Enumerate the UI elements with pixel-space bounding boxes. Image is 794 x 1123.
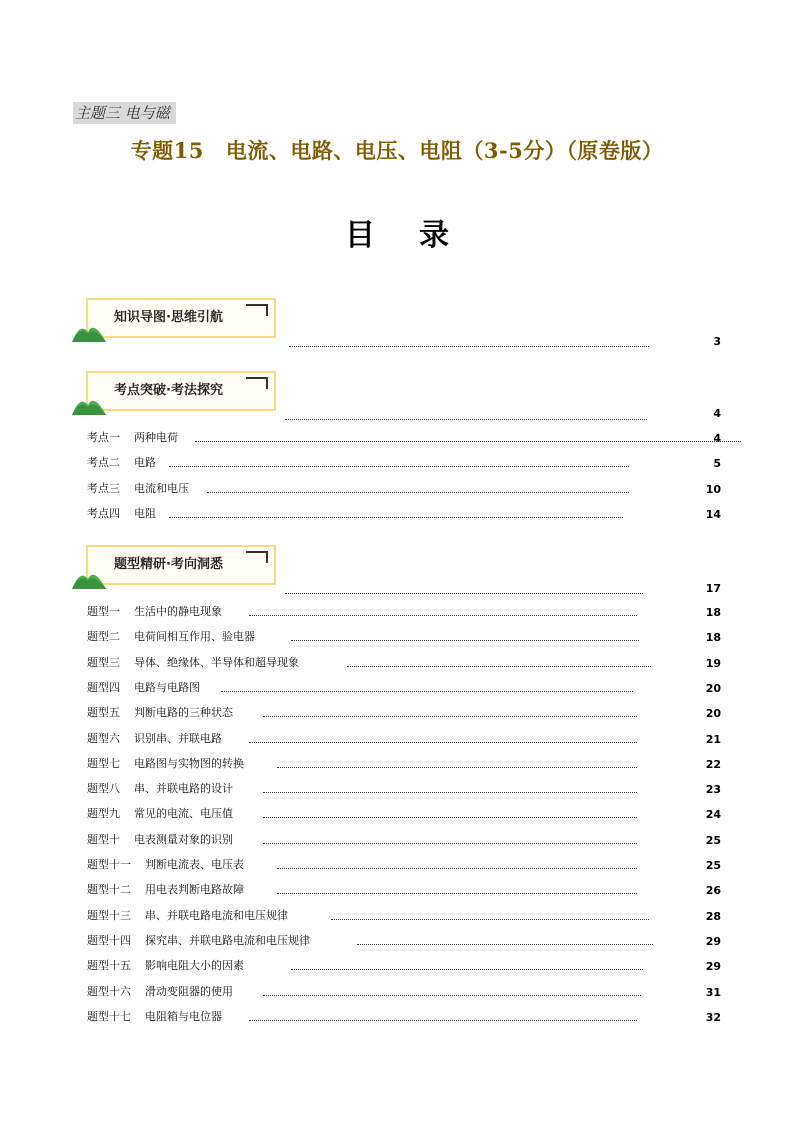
banner-corner-mark-v [266, 551, 268, 563]
toc-entry-tixing-16[interactable] [87, 984, 233, 1000]
hill-icon [72, 565, 106, 589]
toc-entry-tixing-15[interactable] [87, 958, 244, 974]
dot-leader [289, 346, 649, 347]
entry-title: 导体、绝缘体、半导体和超导现象 [134, 656, 299, 669]
section-leader-tixing [285, 581, 643, 597]
entry-page[interactable]: 26 [705, 884, 721, 897]
dot-leader [249, 615, 637, 616]
section-page-tixing[interactable]: 17 [705, 582, 721, 595]
entry-title: 常见的电流、电压值 [134, 807, 233, 820]
dot-leader [249, 742, 637, 743]
entry-key: 题型六 [87, 732, 120, 745]
dot-leader [195, 441, 741, 442]
toc-heading-char-2: 录 [419, 218, 449, 253]
toc-entry-tixing-5[interactable] [87, 705, 233, 721]
entry-page[interactable]: 28 [705, 910, 721, 923]
entry-page[interactable]: 4 [713, 432, 721, 445]
entry-title: 串、并联电路的设计 [134, 782, 233, 795]
entry-page[interactable]: 10 [705, 483, 721, 496]
entry-title: 电路图与实物图的转换 [134, 757, 244, 770]
toc-entry-kaodian-1[interactable] [87, 430, 178, 446]
toc-entry-kaodian-4[interactable] [87, 506, 156, 522]
entry-page[interactable]: 22 [705, 758, 721, 771]
dot-leader [285, 419, 647, 420]
toc-entry-tixing-8[interactable] [87, 781, 233, 797]
entry-title: 判断电路的三种状态 [134, 706, 233, 719]
toc-entry-tixing-11[interactable] [87, 857, 244, 873]
toc-entry-tixing-13[interactable] [87, 908, 288, 924]
toc-entry-tixing-14[interactable] [87, 933, 310, 949]
dot-leader [249, 1020, 637, 1021]
entry-key: 题型七 [87, 757, 120, 770]
entry-key: 题型十一 [87, 858, 131, 871]
toc-entry-tixing-1[interactable] [87, 604, 222, 620]
entry-key: 题型十三 [87, 909, 131, 922]
entry-title: 生活中的静电现象 [134, 605, 222, 618]
dot-leader [331, 919, 649, 920]
entry-title: 探究串、并联电路电流和电压规律 [145, 934, 310, 947]
dot-leader [347, 666, 651, 667]
toc-entry-tixing-7[interactable] [87, 756, 244, 772]
entry-title: 电路 [134, 456, 156, 469]
dot-leader [277, 868, 637, 869]
dot-leader [221, 691, 633, 692]
entry-title: 串、并联电路电流和电压规律 [145, 909, 288, 922]
entry-page[interactable]: 31 [705, 986, 721, 999]
dot-leader [263, 995, 641, 996]
entry-title: 电阻箱与电位器 [145, 1010, 222, 1023]
section-label: 题型精研·考向洞悉 [114, 557, 223, 572]
title-part2: 电流、电路、电压、电阻（3-5分） [225, 138, 567, 163]
entry-key: 题型八 [87, 782, 120, 795]
entry-title: 电表测量对象的识别 [134, 833, 233, 846]
entry-page[interactable]: 29 [705, 935, 721, 948]
dot-leader [291, 640, 639, 641]
section-page-knowledge-map[interactable]: 3 [713, 335, 721, 348]
section-label: 考点突破·考法探究 [114, 383, 223, 398]
entry-page[interactable]: 29 [705, 960, 721, 973]
toc-heading-char-1: 目 [345, 218, 375, 253]
entry-key: 题型十 [87, 833, 120, 846]
banner-corner-mark-v [266, 377, 268, 389]
dot-leader [291, 969, 643, 970]
entry-title: 电阻 [134, 507, 156, 520]
entry-page[interactable]: 32 [705, 1011, 721, 1024]
theme-tag: 主题三 电与磁 [73, 102, 176, 124]
toc-entry-tixing-4[interactable] [87, 680, 200, 696]
banner-corner-mark-v [266, 304, 268, 316]
banner-corner-mark [246, 304, 268, 306]
section-label: 知识导图·思维引航 [114, 310, 223, 325]
entry-title: 电荷间相互作用、验电器 [134, 630, 255, 643]
entry-key: 题型十七 [87, 1010, 131, 1023]
section-leader-kaodian [285, 407, 647, 423]
entry-page[interactable]: 25 [705, 834, 721, 847]
dot-leader [169, 517, 623, 518]
entry-page[interactable]: 24 [705, 808, 721, 821]
entry-key: 考点四 [87, 507, 120, 520]
entry-key: 题型三 [87, 656, 120, 669]
toc-entry-tixing-10[interactable] [87, 832, 233, 848]
toc-heading [0, 210, 794, 254]
entry-page[interactable]: 14 [705, 508, 721, 521]
entry-title: 电路与电路图 [134, 681, 200, 694]
entry-page[interactable]: 19 [705, 657, 721, 670]
toc-entry-tixing-2[interactable] [87, 629, 255, 645]
entry-key: 题型十二 [87, 883, 131, 896]
dot-leader [263, 843, 637, 844]
toc-entry-kaodian-3[interactable] [87, 481, 189, 497]
banner-corner-mark [246, 377, 268, 379]
entry-page[interactable]: 20 [705, 707, 721, 720]
entry-key: 题型九 [87, 807, 120, 820]
entry-page[interactable]: 5 [713, 457, 721, 470]
dot-leader [357, 944, 653, 945]
toc-entry-tixing-6[interactable] [87, 731, 222, 747]
entry-page[interactable]: 18 [705, 631, 721, 644]
toc-entry-kaodian-2[interactable] [87, 455, 156, 471]
entry-title: 滑动变阻器的使用 [145, 985, 233, 998]
document-title [0, 135, 794, 165]
toc-entry-tixing-12[interactable] [87, 882, 244, 898]
entry-page[interactable]: 21 [705, 733, 721, 746]
dot-leader [285, 593, 643, 594]
entry-title: 影响电阻大小的因素 [145, 959, 244, 972]
entry-page[interactable]: 23 [705, 783, 721, 796]
section-banner-kaodian[interactable] [80, 371, 276, 411]
entry-page[interactable]: 20 [705, 682, 721, 695]
dot-leader [263, 716, 637, 717]
entry-title: 判断电流表、电压表 [145, 858, 244, 871]
section-banner-tixing[interactable] [80, 545, 276, 585]
entry-page[interactable]: 18 [705, 606, 721, 619]
dot-leader [277, 767, 637, 768]
title-part3: （原卷版） [566, 138, 664, 163]
entry-key: 题型十四 [87, 934, 131, 947]
entry-title: 识别串、并联电路 [134, 732, 222, 745]
dot-leader [263, 792, 637, 793]
dot-leader [169, 466, 629, 467]
entry-key: 题型五 [87, 706, 120, 719]
toc-entry-tixing-3[interactable] [87, 655, 299, 671]
section-banner-knowledge-map[interactable] [80, 298, 276, 338]
entry-title: 两种电荷 [134, 431, 178, 444]
entry-key: 题型十五 [87, 959, 131, 972]
hill-icon [72, 391, 106, 415]
toc-entry-tixing-9[interactable] [87, 806, 233, 822]
dot-leader [277, 893, 637, 894]
entry-key: 题型四 [87, 681, 120, 694]
entry-key: 题型一 [87, 605, 120, 618]
dot-leader [263, 817, 637, 818]
entry-key: 考点三 [87, 482, 120, 495]
hill-icon [72, 318, 106, 342]
section-leader-knowledge-map [289, 334, 649, 350]
entry-key: 题型二 [87, 630, 120, 643]
banner-corner-mark [246, 551, 268, 553]
entry-page[interactable]: 25 [705, 859, 721, 872]
entry-key: 考点一 [87, 431, 120, 444]
entry-key: 题型十六 [87, 985, 131, 998]
entry-title: 电流和电压 [134, 482, 189, 495]
entry-key: 考点二 [87, 456, 120, 469]
toc-entry-tixing-17[interactable] [87, 1009, 222, 1025]
entry-title: 用电表判断电路故障 [145, 883, 244, 896]
dot-leader [207, 492, 629, 493]
title-part1: 专题15 [130, 138, 204, 163]
section-page-kaodian[interactable]: 4 [713, 407, 721, 420]
